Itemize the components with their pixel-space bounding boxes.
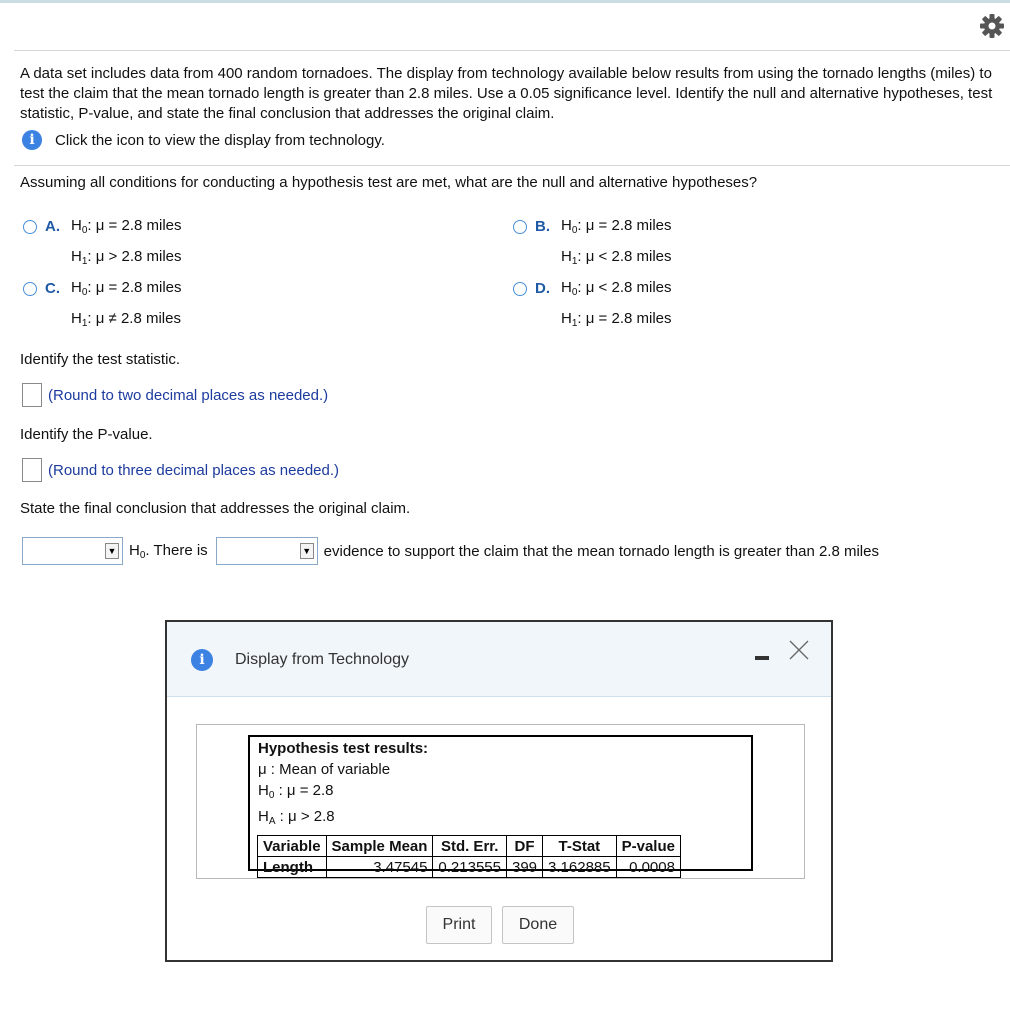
table-cell: 3.162885 xyxy=(543,857,617,878)
h1-line: $H_1$: μ = 2.8 miles xyxy=(561,310,672,329)
table-cell: 0.0008 xyxy=(616,857,680,878)
chevron-down-icon[interactable]: ▼ xyxy=(105,543,119,559)
test-statistic-prompt: Identify the test statistic. xyxy=(20,351,181,368)
h1-line: $H_1$: μ > 2.8 miles xyxy=(71,248,182,267)
table-header-row xyxy=(258,836,681,857)
test-statistic-hint: (Round to two decimal places as needed.) xyxy=(48,386,329,404)
h0-line: $H_0$: μ = 2.8 miles xyxy=(71,217,182,236)
null-hypothesis: $H_0$ : μ = 2.8 xyxy=(258,782,334,801)
option-a[interactable] xyxy=(23,218,182,275)
dialog-header xyxy=(167,622,831,697)
conclusion-tail: evidence to support the claim that the mean tornado length is greater than 2.8 miles xyxy=(323,542,879,560)
info-link-text: Click the icon to view the display from technology. xyxy=(55,131,385,149)
h0-line: $H_0$: μ < 2.8 miles xyxy=(561,279,672,298)
dialog-title: Display from Technology xyxy=(235,651,410,668)
table-cell: Length xyxy=(258,857,327,878)
close-icon[interactable] xyxy=(787,638,811,662)
option-letter: B. xyxy=(535,218,550,235)
conclusion-prompt: State the final conclusion that addresses the original claim. xyxy=(20,500,411,517)
alt-hypothesis: $H_A$ : μ > 2.8 xyxy=(258,808,335,827)
h1-line: $H_1$: μ < 2.8 miles xyxy=(561,248,672,267)
table-cell: 399 xyxy=(507,857,543,878)
column-header: Sample Mean xyxy=(326,836,433,857)
conclusion-row xyxy=(22,537,879,565)
info-link[interactable] xyxy=(22,129,385,151)
option-d[interactable] xyxy=(513,280,672,337)
table-cell: 0.213555 xyxy=(433,857,507,878)
column-header: Std. Err. xyxy=(433,836,507,857)
question-text: A data set includes data from 400 random tornadoes. The display from technology available below results from using the tornado lengths (miles) to test the claim that the mean tornado length is greater than 2.8 miles. Use a 0.05 significance level. Identify the null and alternative hypotheses, test statistic, P-value, and state the final conclusion that addresses the original claim. xyxy=(20,65,993,122)
technology-dialog xyxy=(165,620,833,962)
radio-option-b[interactable] xyxy=(513,220,527,234)
column-header: P-value xyxy=(616,836,680,857)
info-icon[interactable]: i xyxy=(22,130,42,150)
mu-definition: μ : Mean of variable xyxy=(258,761,391,778)
h0-line: $H_0$: μ = 2.8 miles xyxy=(561,217,672,236)
column-header: DF xyxy=(507,836,543,857)
results-table xyxy=(257,835,681,878)
column-header: Variable xyxy=(258,836,327,857)
test-statistic-input[interactable] xyxy=(22,383,42,407)
top-accent-bar xyxy=(0,0,1010,3)
output-heading: Hypothesis test results: xyxy=(258,740,429,757)
option-c[interactable] xyxy=(23,280,182,337)
h0-line: $H_0$: μ = 2.8 miles xyxy=(71,279,182,298)
output-frame xyxy=(196,724,805,879)
option-letter: D. xyxy=(535,280,550,297)
h0-label: $H_0$. There is xyxy=(129,541,208,561)
print-button[interactable]: Print xyxy=(426,906,492,944)
option-b[interactable] xyxy=(513,218,672,275)
chevron-down-icon[interactable]: ▼ xyxy=(300,543,314,559)
p-value-prompt: Identify the P-value. xyxy=(20,426,153,443)
table-row xyxy=(258,857,681,878)
info-icon: i xyxy=(191,649,213,671)
evidence-dropdown[interactable] xyxy=(216,537,318,565)
done-button[interactable]: Done xyxy=(502,906,574,944)
radio-option-c[interactable] xyxy=(23,282,37,296)
reject-decision-dropdown[interactable] xyxy=(22,537,123,565)
gear-icon[interactable] xyxy=(978,12,1006,40)
p-value-row xyxy=(22,458,339,482)
column-header: T-Stat xyxy=(543,836,617,857)
divider xyxy=(14,50,1010,51)
minimize-icon[interactable] xyxy=(755,656,769,660)
divider xyxy=(14,165,1010,166)
h1-line: $H_1$: μ ≠ 2.8 miles xyxy=(71,310,181,329)
table-cell: 3.47545 xyxy=(326,857,433,878)
option-letter: C. xyxy=(45,280,60,297)
radio-option-d[interactable] xyxy=(513,282,527,296)
p-value-input[interactable] xyxy=(22,458,42,482)
radio-option-a[interactable] xyxy=(23,220,37,234)
test-output xyxy=(248,735,753,876)
p-value-hint: (Round to three decimal places as needed.) xyxy=(48,461,340,479)
test-statistic-row xyxy=(22,383,328,407)
option-letter: A. xyxy=(45,218,60,235)
hypotheses-prompt: Assuming all conditions for conducting a hypothesis test are met, what are the null and alternative hypotheses? xyxy=(20,174,758,191)
